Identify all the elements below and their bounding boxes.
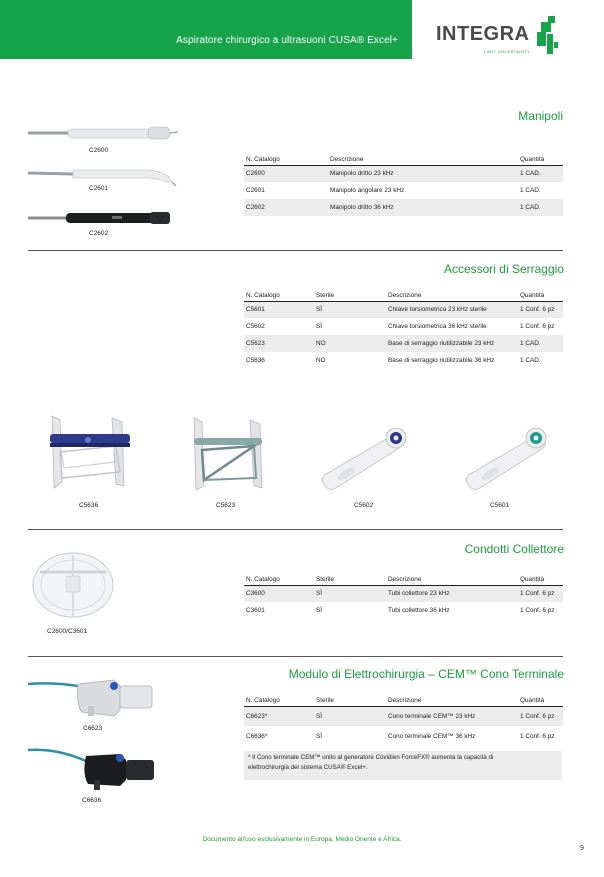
table-row [244,706,563,726]
caption-c6636: C6636 [82,797,102,804]
table-cell: SÌ [316,323,323,330]
section-title-serraggio: Accessori di Serraggio [443,262,564,276]
document-title: Aspiratore chirurgico a ultrasuoni CUSA® Excel+ [176,35,398,46]
column-header: Descrizione [386,288,518,301]
logo-tagline: LIMIT UNCERTAINTY [484,49,531,54]
table-cell: 1 Conf. 6 pz [518,301,563,318]
section-divider [28,656,563,657]
section-title-collettore: Condotti Collettore [464,542,564,556]
column-header: Sterile [314,572,386,585]
section-title-cem: Modulo di Elettrochirurgia – CEM™ Cono Terminale [288,667,564,681]
caption-c2600: C2600 [89,147,109,154]
table-cell: Base di serraggio riutilizzabile 36 kHz [388,357,495,364]
handpiece-c2602-image [28,208,178,228]
table-cell: 1 Conf. 6 pz [518,585,563,602]
table-cell: C3601 [246,607,265,614]
manifold-tubing-image [30,550,116,620]
table-cell: 1 Conf. 6 pz [520,732,555,740]
table-cell: SÌ [316,732,323,740]
table-row [244,726,563,746]
column-header: Descrizione [386,693,518,706]
table-row [244,335,563,352]
caption-c2602: C2602 [89,230,109,237]
footer-disclaimer: Documento all'uso esclusivamente in Europa, Medio Oriente e Africa. [202,836,402,843]
header-band [0,0,412,59]
torque-base-c5623-image [176,416,272,492]
torque-wrench-c5601-image [462,424,558,494]
table-row [244,585,563,602]
table-cell: Manipolo dritto 36 kHz [328,199,518,216]
collettore-table [244,572,563,619]
table-cell: Cono terminale CEM™ 23 kHz [386,706,518,726]
section-divider [28,250,563,251]
column-header: Sterile [314,288,386,301]
table-cell: Tubi collettore 36 kHz [388,607,450,614]
page-number: 9 [580,845,584,852]
table-row [244,352,563,369]
handpiece-c2600-image [28,124,178,146]
caption-c6623: C6623 [83,725,103,732]
table-cell: C2601 [246,187,265,194]
table-cell: C5636 [246,357,265,364]
column-header: N. Catalogo [244,693,314,706]
table-cell: SÌ [314,706,386,726]
table-cell: Chiave torsiometrica 23 kHz sterile [386,301,518,318]
table-cell: C5623 [244,335,314,352]
cem-nose-cone-c6623-image [28,676,158,720]
table-cell: Chiave torsiometrica 36 kHz sterile [388,323,487,330]
table-header-row [244,693,563,706]
table-cell: 1 CAD. [520,187,541,194]
caption-c2601: C2601 [89,185,109,192]
torque-wrench-c5602-image [318,424,414,494]
column-header: Sterile [314,693,386,706]
footnote-line: elettrochirurgia del sistema CUSA® Excel+. [248,764,368,771]
serraggio-table [244,288,563,369]
column-header: N. Catalogo [244,152,328,165]
column-header: Quantità [518,288,563,301]
table-row [244,182,563,199]
table-cell: 1 CAD. [518,165,563,182]
table-cell: C6623* [244,706,314,726]
table-row [244,318,563,335]
table-cell: C2600 [244,165,328,182]
torque-base-c5636-image [40,412,136,490]
column-header: Quantità [518,152,563,165]
table-cell: 1 CAD. [518,199,563,216]
table-cell: Tubi collettore 23 kHz [386,585,518,602]
table-cell: 1 Conf. 6 pz [520,323,555,330]
table-cell: NO [314,335,386,352]
table-row [244,199,563,216]
table-cell: Manipolo angolare 23 kHz [330,187,405,194]
cem-table [244,693,563,746]
column-header: Quantità [518,693,563,706]
caption-c2600-c3601: C2600/C3601 [47,628,88,635]
logo-text: INTEGRA [436,23,530,45]
table-cell: NO [316,357,326,364]
table-cell: 1 CAD. [520,357,541,364]
manipoli-table [244,152,563,216]
table-cell: 1 Conf. 6 pz [520,607,555,614]
table-header-row [244,152,563,165]
caption-c5601: C5601 [490,502,510,509]
table-row [244,165,563,182]
table-cell: Manipolo dritto 23 kHz [328,165,518,182]
table-row [244,301,563,318]
caption-c5602: C5602 [354,502,374,509]
column-header: N. Catalogo [244,572,314,585]
section-title-manipoli: Manipoli [518,109,563,123]
table-cell: C2602 [244,199,328,216]
table-cell: 1 Conf. 6 pz [518,706,563,726]
caption-c5636: C5636 [79,502,99,509]
caption-c5623: C5623 [216,502,236,509]
footnote-line: * Il Cono terminale CEM™ unito al generatore Covidien ForceFX® aumenta la capacità di [248,754,494,761]
column-header: Descrizione [328,152,518,165]
table-cell: C6636* [246,732,268,740]
column-header: Descrizione [386,572,518,585]
column-header: N. Catalogo [244,288,314,301]
table-header-row [244,572,563,585]
table-cell: C5602 [246,323,265,330]
table-cell: C5601 [244,301,314,318]
cem-nose-cone-c6636-image [28,746,158,792]
table-cell: Base di serraggio riutilizzabile 23 kHz [386,335,518,352]
table-cell: SÌ [316,607,323,614]
table-header-row [244,288,563,301]
table-row [244,602,563,619]
table-cell: 1 CAD. [518,335,563,352]
table-cell: SÌ [314,585,386,602]
table-cell: SÌ [314,301,386,318]
integra-logo [436,14,576,60]
column-header: Quantità [518,572,563,585]
table-cell: Cono terminale CEM™ 36 kHz [388,732,476,740]
cem-footnote [244,751,562,780]
section-divider [28,529,563,530]
table-cell: C3600 [244,585,314,602]
